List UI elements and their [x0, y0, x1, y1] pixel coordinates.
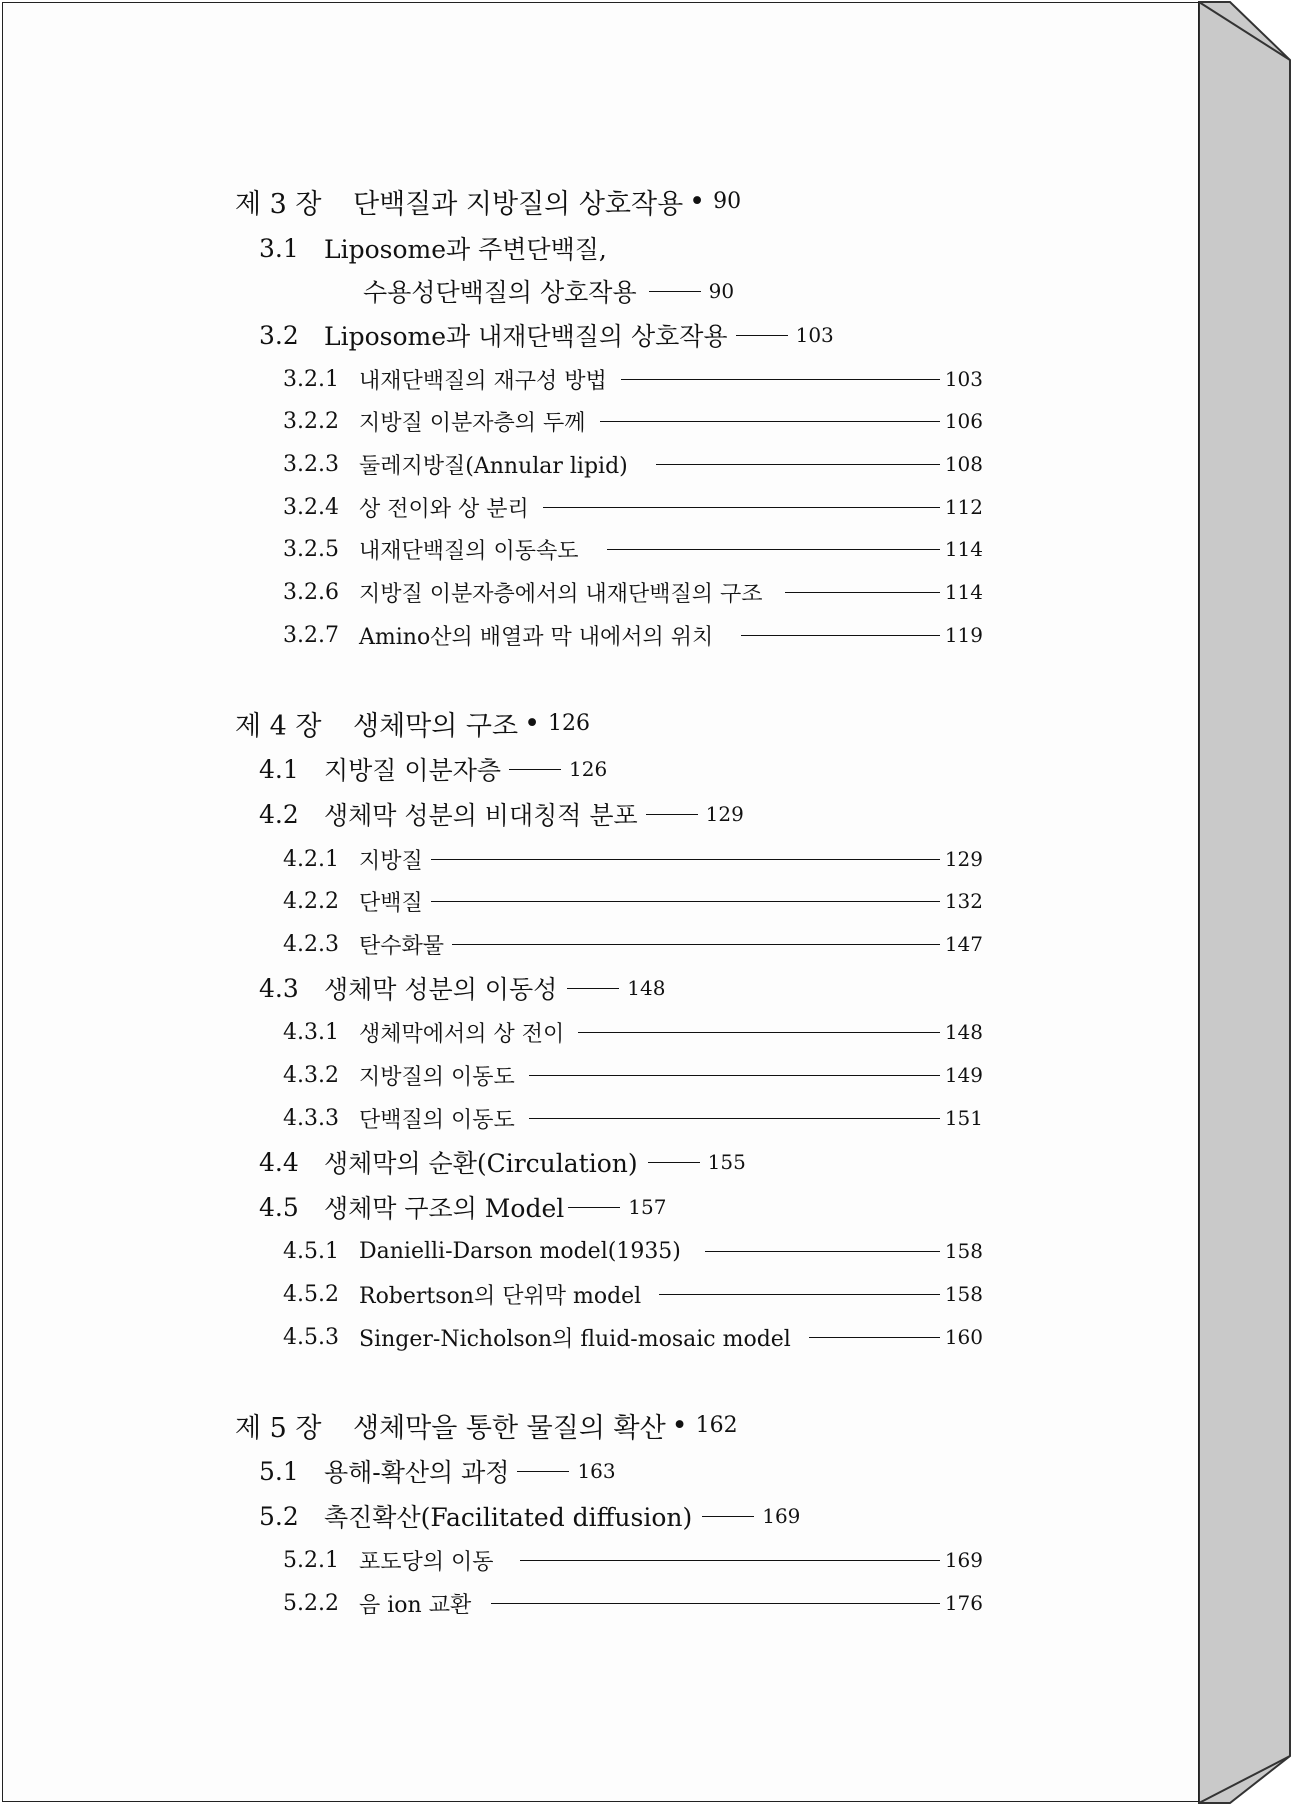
bullet-icon: •	[671, 1409, 688, 1441]
section-title: 단백질	[359, 890, 423, 916]
section-number: 4.5	[259, 1192, 299, 1222]
toc-entry-3-2-2[interactable]	[283, 403, 983, 439]
page-number: 126	[569, 757, 608, 781]
leader-line	[809, 1337, 940, 1338]
toc-entry-4-3-3[interactable]	[283, 1100, 983, 1136]
toc-entry-3-2-7[interactable]	[283, 617, 983, 653]
section-title: Danielli-Darson model(1935)	[359, 1238, 681, 1264]
leader-line	[648, 1162, 700, 1163]
section-number: 3.2.4	[283, 494, 339, 520]
section-number: 4.3.2	[283, 1062, 339, 1088]
leader-line	[702, 1516, 754, 1517]
chapter-4-heading[interactable]	[235, 705, 590, 741]
section-number: 4.1	[259, 754, 299, 784]
section-number: 5.2	[259, 1501, 299, 1531]
page-number: 132	[944, 889, 983, 913]
page-number: 129	[944, 847, 983, 871]
leader-line	[736, 335, 788, 336]
section-number: 5.2.2	[283, 1590, 339, 1616]
page-number: 155	[707, 1150, 746, 1174]
toc-entry-4-3[interactable]	[259, 970, 665, 1006]
toc-entry-3-2-1[interactable]	[283, 361, 983, 397]
page-number: 90	[708, 279, 735, 303]
leader-line	[656, 464, 940, 465]
section-number: 4.2.2	[283, 888, 339, 914]
page-number: 169	[762, 1504, 801, 1528]
toc-entry-4-2[interactable]	[259, 796, 744, 832]
section-number: 4.5.2	[283, 1281, 339, 1307]
section-title: 상 전이와 상 분리	[359, 496, 529, 522]
leader-line	[785, 592, 940, 593]
toc-entry-4-2-2[interactable]	[283, 883, 983, 919]
page-number: 176	[944, 1591, 983, 1615]
leader-line	[529, 1118, 940, 1119]
section-title: 지방질 이분자층에서의 내재단백질의 구조	[359, 581, 763, 607]
page-number: 157	[628, 1195, 667, 1219]
section-number: 3.2.3	[283, 451, 339, 477]
leader-line	[621, 379, 940, 380]
leader-line	[567, 988, 619, 989]
page-number: 103	[944, 367, 983, 391]
leader-line	[452, 944, 940, 945]
section-title: 포도당의 이동	[359, 1549, 494, 1575]
page-number: 108	[944, 452, 983, 476]
leader-line	[600, 421, 940, 422]
page-number: 148	[944, 1020, 983, 1044]
page-number: 147	[944, 932, 983, 956]
toc-entry-4-2-3[interactable]	[283, 926, 983, 962]
section-title-cont: 수용성단백질의 상호작용	[363, 278, 637, 307]
section-number: 5.1	[259, 1456, 299, 1486]
toc-entry-4-5-1[interactable]	[283, 1233, 983, 1269]
section-number: 4.3.1	[283, 1019, 339, 1045]
leader-line	[646, 814, 698, 815]
toc-entry-4-4[interactable]	[259, 1144, 746, 1180]
leader-line	[509, 769, 561, 770]
toc-entry-4-5-2[interactable]	[283, 1276, 983, 1312]
section-number: 4.2	[259, 799, 299, 829]
toc-entry-3-2-6[interactable]	[283, 574, 983, 610]
page-number: 158	[944, 1282, 983, 1306]
leader-line	[741, 635, 940, 636]
toc-entry-4-2-1[interactable]	[283, 841, 983, 877]
chapter-3-heading[interactable]	[235, 183, 741, 219]
section-title: 생체막 성분의 비대칭적 분포	[324, 801, 638, 830]
section-number: 5.2.1	[283, 1547, 339, 1573]
page-number: 112	[944, 495, 983, 519]
page-number: 158	[944, 1239, 983, 1263]
section-title: 지방질의 이동도	[359, 1064, 515, 1090]
book-side-edge	[1199, 2, 1290, 1803]
toc-entry-4-5[interactable]	[259, 1189, 666, 1225]
section-title: 촉진확산(Facilitated diffusion)	[324, 1503, 693, 1532]
section-number: 4.5.3	[283, 1324, 339, 1350]
section-number: 4.4	[259, 1147, 299, 1177]
toc-entry-3-1[interactable]	[259, 230, 607, 266]
toc-entry-5-2[interactable]	[259, 1498, 800, 1534]
section-number: 4.2.1	[283, 846, 339, 872]
leader-line	[431, 859, 940, 860]
section-title: 지방질 이분자층	[324, 756, 501, 785]
section-number: 3.2.7	[283, 622, 339, 648]
page-number: 90	[713, 188, 742, 214]
section-title: 생체막에서의 상 전이	[359, 1021, 565, 1047]
leader-line	[705, 1251, 940, 1252]
bullet-icon: •	[689, 185, 706, 217]
section-title: 내재단백질의 이동속도	[359, 538, 579, 564]
section-title: 용해-확산의 과정	[324, 1458, 510, 1487]
toc-entry-4-5-3[interactable]	[283, 1319, 983, 1355]
toc-entry-3-2[interactable]	[259, 317, 834, 353]
section-number: 3.2.5	[283, 536, 339, 562]
section-number: 4.3	[259, 973, 299, 1003]
page-number: 129	[705, 802, 744, 826]
toc-entry-4-1[interactable]	[259, 751, 607, 787]
section-number: 4.5.1	[283, 1238, 339, 1264]
section-title: 생체막 구조의 Model	[324, 1194, 565, 1223]
section-title: 생체막의 순환(Circulation)	[324, 1149, 638, 1178]
section-number: 3.2.1	[283, 366, 339, 392]
page-number: 126	[548, 710, 591, 736]
chapter-label: 제 3 장	[235, 188, 322, 220]
section-title: 음 ion 교환	[359, 1592, 472, 1618]
toc-entry-5-2-2[interactable]	[283, 1585, 983, 1621]
section-number: 4.2.3	[283, 931, 339, 957]
section-title: 지방질	[359, 848, 423, 874]
chapter-title: 단백질과 지방질의 상호작용	[353, 188, 684, 220]
toc-entry-3-2-4[interactable]	[283, 489, 983, 525]
section-number: 3.2	[259, 320, 299, 350]
page-number: 149	[944, 1063, 983, 1087]
leader-line	[520, 1560, 940, 1561]
leader-line	[607, 549, 940, 550]
leader-line	[491, 1603, 940, 1604]
section-number: 3.1	[259, 233, 299, 263]
toc-entry-3-2-5[interactable]	[283, 531, 983, 567]
section-title: Liposome과 내재단백질의 상호작용	[324, 322, 728, 351]
page-number: 119	[944, 623, 983, 647]
bullet-icon: •	[524, 707, 541, 739]
leader-line	[649, 291, 701, 292]
page-number: 103	[795, 323, 834, 347]
section-title: Robertson의 단위막 model	[359, 1283, 642, 1309]
chapter-title: 생체막의 구조	[353, 710, 519, 742]
section-title: 내재단백질의 재구성 방법	[359, 368, 607, 394]
toc-entry-3-1-cont[interactable]	[363, 273, 734, 309]
section-title: Singer-Nicholson의 fluid-mosaic model	[359, 1326, 791, 1352]
section-number: 4.3.3	[283, 1105, 339, 1131]
section-title: 생체막 성분의 이동성	[324, 975, 558, 1004]
leader-line	[568, 1207, 620, 1208]
toc-entry-4-3-2[interactable]	[283, 1057, 983, 1093]
chapter-label: 제 4 장	[235, 710, 322, 742]
leader-line	[659, 1294, 940, 1295]
page-number: 151	[944, 1106, 983, 1130]
section-title: 지방질 이분자층의 두께	[359, 410, 586, 436]
section-title: 탄수화물	[359, 933, 445, 959]
page-number: 148	[627, 976, 666, 1000]
page-number: 169	[944, 1548, 983, 1572]
leader-line	[431, 901, 940, 902]
page-number: 114	[944, 580, 983, 604]
chapter-5-heading[interactable]	[235, 1407, 738, 1443]
toc-entry-5-1[interactable]	[259, 1453, 616, 1489]
page-number: 162	[695, 1412, 738, 1438]
section-title: 둘레지방질(Annular lipid)	[359, 453, 628, 479]
toc-entry-4-3-1[interactable]	[283, 1014, 983, 1050]
page-number: 114	[944, 537, 983, 561]
page-number: 160	[944, 1325, 983, 1349]
section-number: 3.2.6	[283, 579, 339, 605]
toc-entry-3-2-3[interactable]	[283, 446, 983, 482]
chapter-label: 제 5 장	[235, 1412, 322, 1444]
page	[2, 2, 1199, 1802]
page-number: 163	[577, 1459, 616, 1483]
leader-line	[543, 507, 940, 508]
section-title: Amino산의 배열과 막 내에서의 위치	[359, 624, 714, 650]
section-number: 3.2.2	[283, 408, 339, 434]
toc-entry-5-2-1[interactable]	[283, 1542, 983, 1578]
leader-line	[529, 1075, 940, 1076]
page-number: 106	[944, 409, 983, 433]
leader-line	[517, 1471, 569, 1472]
leader-line	[578, 1032, 940, 1033]
section-title: Liposome과 주변단백질,	[324, 235, 607, 264]
chapter-title: 생체막을 통한 물질의 확산	[353, 1412, 666, 1444]
section-title: 단백질의 이동도	[359, 1107, 515, 1133]
